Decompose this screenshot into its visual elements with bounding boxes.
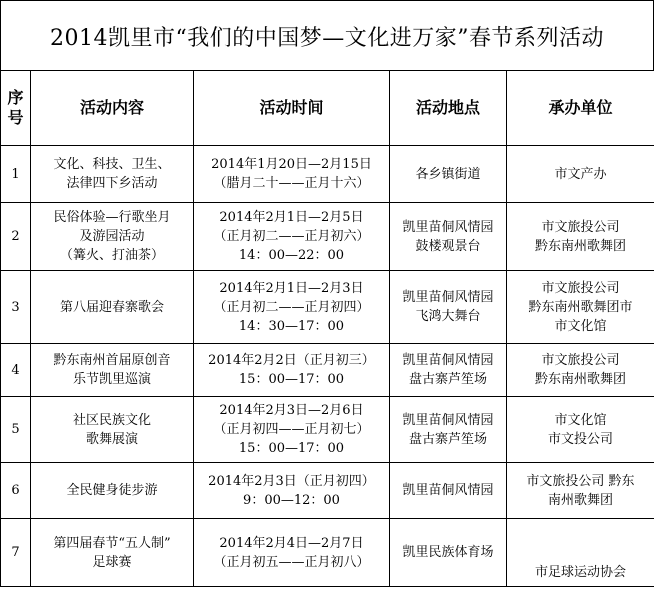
cell-org-line: 市足球运动协会 (534, 565, 626, 580)
cell-org-line: 市文化馆 (554, 412, 607, 428)
header-org: 承办单位 (507, 71, 654, 146)
cell-no: 3 (1, 271, 31, 344)
cell-no: 7 (1, 519, 31, 587)
cell-content-line: 黔东南州首届原创音 (53, 353, 171, 368)
cell-no: 5 (1, 397, 31, 463)
cell-time-line: （正月初五——正月初八） (213, 554, 370, 570)
cell-org-line: 黔东南州歌舞团市 (528, 299, 633, 315)
cell-content (31, 397, 194, 463)
cell-org-line: 黔东南州歌舞团 (534, 372, 626, 387)
cell-no: 1 (1, 146, 31, 203)
cell-place (390, 146, 507, 203)
cell-content-line: 第八届迎春寨歌会 (59, 299, 164, 315)
cell-org-line: 市文产办 (554, 166, 607, 182)
cell-place (390, 271, 507, 344)
cell-content-line: 足球赛 (92, 554, 132, 570)
cell-org (507, 397, 654, 463)
cell-time-line: 9：00—12：00 (243, 492, 340, 508)
cell-time-line: 2014年2月4日—2月7日 (219, 535, 364, 551)
cell-time (194, 463, 390, 519)
cell-time-line: （正月初二——正月初六） (213, 229, 370, 244)
cell-org-line: 黔东南州歌舞团 (534, 238, 626, 254)
cell-org (507, 146, 654, 203)
cell-org-line: 市文旅投公司 (541, 353, 620, 368)
cell-org-line: 南州歌舞团 (547, 492, 613, 508)
cell-time (194, 397, 390, 463)
cell-time-line: （正月初二——正月初四） (213, 299, 370, 315)
cell-place (390, 463, 507, 519)
header-no-line1: 序 (7, 88, 24, 107)
cell-place (390, 519, 507, 587)
cell-place-line: 凯里苗侗风情园 (402, 412, 494, 428)
cell-time-line: （正月初四——正月初七） (213, 422, 370, 437)
cell-place-line: 凯里苗侗风情园 (402, 290, 494, 305)
cell-time-line: 2014年2月3日—2月6日 (219, 403, 364, 418)
cell-time-line: 2014年2月2日（正月初三） (208, 353, 375, 368)
header-content: 活动内容 (31, 71, 194, 146)
cell-org-line: 市文旅投公司 黔东 (526, 473, 635, 489)
cell-place-line: 飞鸿大舞台 (415, 309, 481, 324)
cell-time-line: 14：00—22：00 (238, 248, 345, 263)
table-row (1, 463, 654, 519)
cell-content-line: （篝火、打油茶） (59, 248, 164, 263)
header-no (1, 71, 31, 146)
cell-content-line: 社区民族文化 (72, 412, 151, 428)
table-row (1, 203, 654, 271)
cell-time-line: 15：00—17：00 (238, 372, 345, 387)
cell-content-line: 民俗体验—行歌坐月 (53, 210, 171, 225)
cell-content-line: 第四届春节“五人制” (53, 535, 171, 551)
cell-time-line: 2014年2月1日—2月3日 (219, 280, 364, 296)
cell-content-line: 全民健身徒步游 (66, 483, 158, 498)
cell-time-line: 2014年2月3日（正月初四） (208, 473, 375, 489)
cell-no: 4 (1, 344, 31, 397)
table-row (1, 146, 654, 203)
cell-content (31, 519, 194, 587)
header-time: 活动时间 (194, 71, 390, 146)
cell-content-line: 文化、科技、卫生、 (53, 157, 171, 172)
cell-content (31, 203, 194, 271)
cell-place-line: 鼓楼观景台 (415, 238, 481, 254)
cell-content (31, 271, 194, 344)
cell-time-line: （腊月二十——正月十六） (213, 176, 370, 191)
cell-org (507, 271, 654, 344)
cell-time (194, 344, 390, 397)
cell-content-line: 法律四下乡活动 (66, 176, 158, 191)
cell-place (390, 344, 507, 397)
cell-place-line: 凯里苗侗风情园 (402, 483, 494, 498)
cell-content-line: 及游园活动 (79, 229, 145, 244)
cell-org-line: 市文旅投公司 (541, 280, 620, 296)
cell-time-line: 15：00—17：00 (238, 441, 345, 456)
cell-place (390, 397, 507, 463)
cell-place-line: 盘古寨芦笙场 (408, 372, 487, 387)
header-no-line2: 号 (7, 108, 24, 127)
table-row (1, 397, 654, 463)
cell-time-line: 2014年1月20日—2月15日 (211, 157, 372, 172)
table-row (1, 344, 654, 397)
cell-place-line: 盘古寨芦笙场 (408, 431, 487, 447)
cell-content (31, 146, 194, 203)
cell-content (31, 463, 194, 519)
cell-time-line: 2014年2月1日—2月5日 (219, 210, 364, 225)
table-row (1, 271, 654, 344)
cell-org-line: 市文化馆 (554, 318, 607, 334)
cell-place (390, 203, 507, 271)
cell-place-line: 凯里苗侗风情园 (402, 353, 494, 368)
cell-place-line: 凯里苗侗风情园 (402, 219, 494, 235)
cell-time (194, 519, 390, 587)
cell-org (507, 519, 654, 587)
cell-content (31, 344, 194, 397)
cell-org (507, 463, 654, 519)
cell-place-line: 各乡镇街道 (415, 166, 481, 182)
cell-place-line: 凯里民族体育场 (402, 545, 494, 560)
page-title: 2014凯里市“我们的中国梦—文化进万家”春节系列活动 (0, 0, 654, 71)
cell-org (507, 344, 654, 397)
cell-no: 6 (1, 463, 31, 519)
cell-content-line: 歌舞展演 (85, 431, 138, 447)
cell-org-line: 市文投公司 (547, 431, 613, 447)
cell-time (194, 146, 390, 203)
cell-org-line: 市文旅投公司 (541, 219, 620, 235)
cell-time (194, 203, 390, 271)
cell-time-line: 14：30—17：00 (238, 318, 345, 334)
cell-no: 2 (1, 203, 31, 271)
header-place: 活动地点 (390, 71, 507, 146)
table-row (1, 519, 654, 587)
cell-content-line: 乐节凯里巡演 (72, 372, 151, 387)
activity-table (0, 70, 654, 587)
cell-time (194, 271, 390, 344)
header-row (1, 71, 654, 146)
cell-org (507, 203, 654, 271)
